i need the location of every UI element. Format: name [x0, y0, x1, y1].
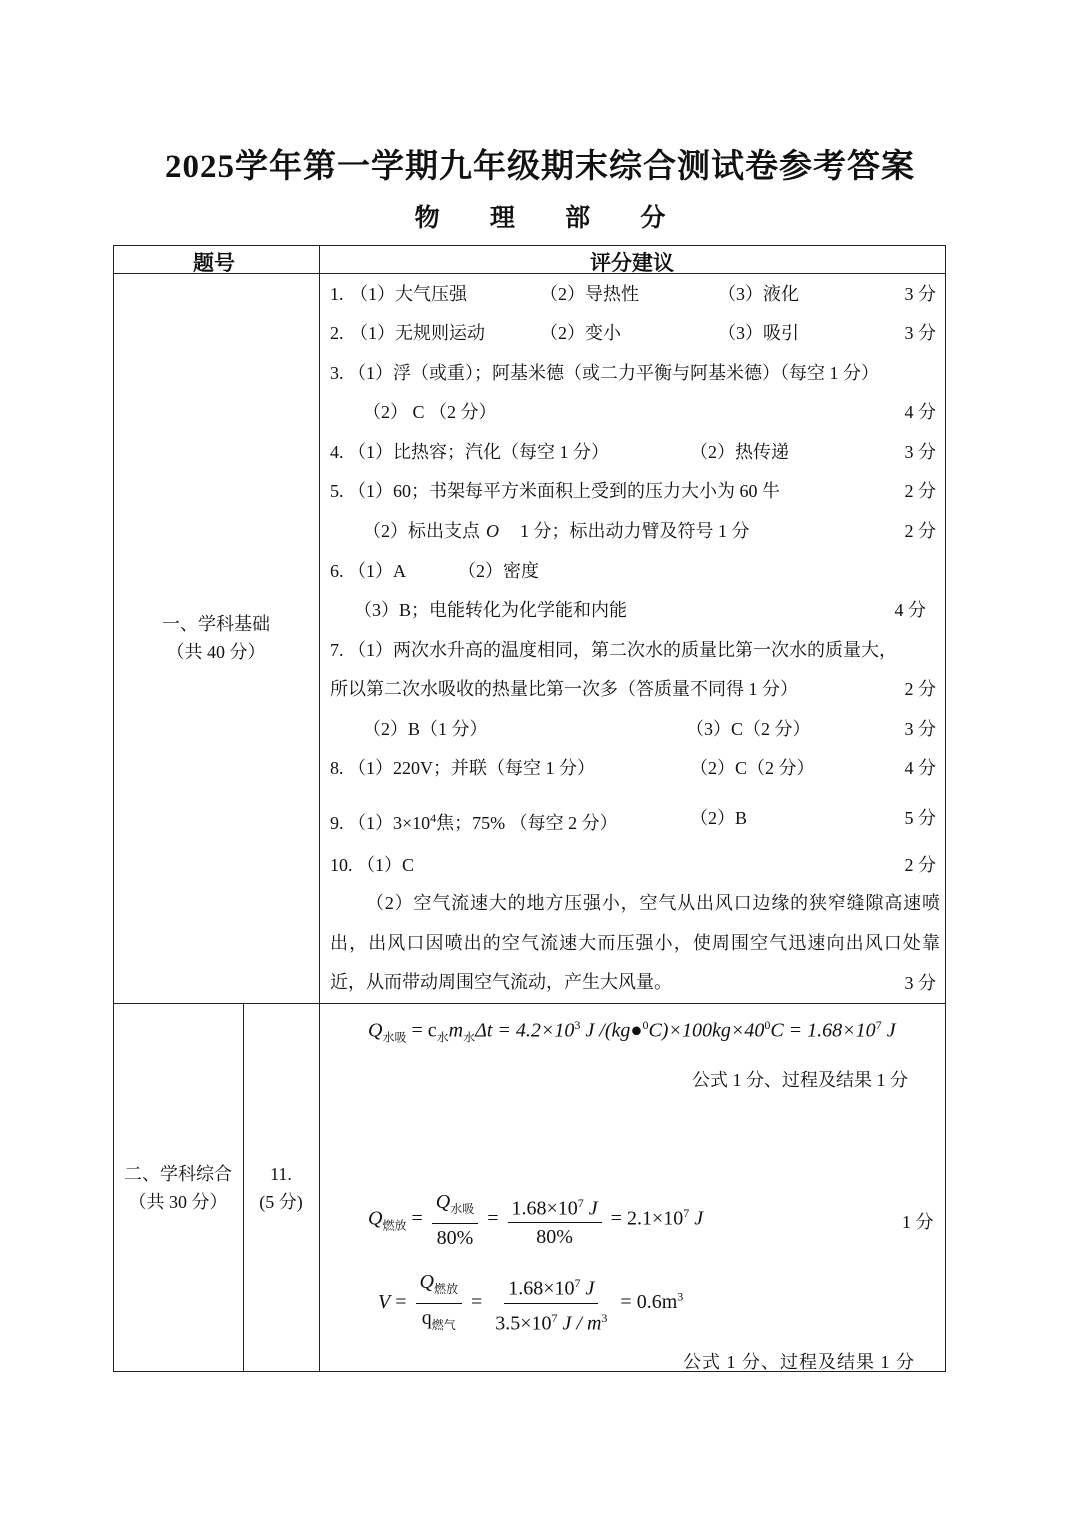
f2-fraction1 [432, 1190, 478, 1250]
q11-points: (5 分) [259, 1192, 303, 1212]
answer-row-q10-line1 [330, 850, 936, 880]
f1-rest4: C = 1.68×10 [770, 1019, 876, 1042]
answer-row-q7-line1 [330, 635, 936, 665]
f2-q: Q [368, 1207, 383, 1230]
f2-frac1-num [432, 1190, 478, 1224]
q2-part3: （3）吸引 [718, 323, 799, 343]
f2-num1-sub: 水吸 [450, 1202, 475, 1216]
q2-part2: （2）变小 [540, 323, 621, 343]
f2-num1-q: Q [435, 1191, 451, 1213]
section2-score: （共 30 分） [128, 1192, 228, 1212]
q11-f2-points: 1 分 [902, 1212, 934, 1232]
answer-row-q9 [330, 803, 936, 833]
f1-rest2: J /(kg● [580, 1019, 643, 1042]
q1-number: 1. [330, 284, 344, 304]
f1-rest3: C)×100kg×40 [648, 1019, 765, 1042]
q8-points: 4 分 [904, 758, 936, 778]
f1-sup4: 7 [875, 1018, 882, 1032]
q5-line1: 5. （1）60；书架每平方米面积上受到的压力大小为 60 牛 [330, 481, 780, 501]
q6-part2: （2）密度 [458, 561, 539, 581]
section2-title: 二、学科综合 [124, 1164, 232, 1184]
answer-row-q6-line2 [330, 595, 936, 625]
f3-den1-q: q [421, 1307, 432, 1329]
answer-row-q8 [330, 753, 936, 783]
q1-part2: （2）导热性 [540, 284, 639, 304]
formula-heat-absorbed [368, 1018, 942, 1046]
section1-label [114, 610, 318, 666]
f2-q-sub: 燃放 [382, 1218, 407, 1233]
section-divider [113, 1003, 946, 1004]
f3-num2-sup: 7 [574, 1276, 581, 1291]
q8-part2: （2）C（2 分） [690, 758, 815, 778]
f3-result: = 0.6m [620, 1291, 678, 1314]
q1-part1: （1）大气压强 [350, 284, 467, 304]
q5-line2-b: 1 分；标出动力臂及符号 1 分 [520, 521, 750, 541]
q5-line2-o: O [486, 521, 499, 541]
f3-den1-sub: 燃气 [431, 1318, 456, 1332]
q9-value: 9. （1）3×10 [330, 813, 431, 833]
f1-m-sub: 水 [463, 1030, 476, 1045]
q10-points2: 3 分 [904, 973, 936, 993]
q5-line2-a: （2）标出支点 [363, 521, 480, 541]
f3-frac2-num [504, 1271, 598, 1304]
q6-part1: 6. （1）A [330, 561, 406, 581]
section1-score: （共 40 分） [166, 642, 266, 662]
q5-points1: 2 分 [904, 481, 936, 501]
q5-points2: 2 分 [904, 521, 936, 541]
header-scoring-suggestion: 评分建议 [590, 252, 674, 275]
q1-points: 3 分 [904, 284, 936, 304]
section2-label [114, 1160, 242, 1216]
f1-c-sub: 水 [436, 1030, 449, 1045]
q9-part1 [330, 803, 618, 838]
q3-line2: （2） C （2 分） [363, 402, 497, 422]
answer-row-q5-line2 [330, 516, 936, 546]
q3-points: 4 分 [904, 402, 936, 422]
answer-row-q3-line2 [330, 397, 936, 427]
q2-number: 2. [330, 323, 344, 343]
f3-frac1-den [418, 1304, 460, 1337]
page-title: 2025学年第一学期九年级期末综合测试卷参考答案 [165, 149, 915, 185]
q9-points: 5 分 [904, 808, 936, 828]
answer-row-q3-line1 [330, 358, 936, 388]
q11-note1: 公式 1 分、过程及结果 1 分 [692, 1070, 908, 1090]
f3-result-sup: 3 [677, 1289, 684, 1304]
f3-num2-unit: J [580, 1278, 595, 1300]
q2-points: 3 分 [904, 323, 936, 343]
answer-row-q7-line3 [330, 714, 936, 744]
q7-line2: 所以第二次水吸收的热量比第一次多（答质量不同得 1 分） [330, 679, 798, 699]
f3-frac2-den [491, 1304, 611, 1336]
f3-den2: 3.5×10 [495, 1312, 552, 1335]
answer-row-q4 [330, 437, 936, 467]
q7-line1: 7. （1）两次水升高的温度相同，第二次水的质量比第一次水的质量大， [330, 640, 897, 660]
f2-num2-sup: 7 [577, 1195, 584, 1210]
q7-line3-b: （3）C（2 分） [686, 719, 811, 739]
answer-row-q5-line1 [330, 476, 936, 506]
q4-part1: 4. （1）比热容；汽化（每空 1 分） [330, 442, 609, 462]
f2-num2: 1.68×10 [511, 1197, 578, 1220]
formula-gas-volume: V = $\frac{Q_{燃放}}{q_{燃气}}$ = $\frac{1.68\times 10^7 J}{3.5\times 10^7 J / m^3}$ = $0.6m^3$ [378, 1270, 683, 1337]
column-divider-main [319, 245, 320, 1372]
f3-frac1-num [416, 1270, 462, 1304]
f3-num1-sub: 燃放 [433, 1282, 458, 1296]
q2-part1: （1）无规则运动 [350, 323, 485, 343]
q1-part3: （3）液化 [718, 284, 799, 304]
q11-label [244, 1160, 318, 1216]
f2-fraction2 [508, 1191, 602, 1250]
f1-q-sub: 水吸 [382, 1030, 407, 1045]
f1-rest1: Δt = 4.2×10 [475, 1019, 575, 1042]
f1-sup1: 3 [574, 1018, 581, 1032]
q7-points1: 2 分 [904, 679, 936, 699]
q9-exponent: 4 [430, 811, 437, 825]
f2-result-unit: J [689, 1207, 704, 1230]
f3-num2: 1.68×10 [508, 1278, 575, 1300]
q7-points2: 3 分 [904, 719, 936, 739]
f2-result-sup: 7 [683, 1205, 690, 1220]
section1-title: 一、学科基础 [162, 614, 270, 634]
formula-heat-released: $Q_{燃放}$ = $\frac{Q_{水吸}}{80\%}$ = $\frac{1.68\times 10^7 J}{80\%}$ = $2.1\times 10^7$ J [368, 1191, 704, 1249]
f3-den2-unit: J / m [557, 1312, 602, 1335]
q11-note2: 公式 1 分、过程及结果 1 分 [683, 1352, 915, 1372]
f2-result: = 2.1×10 [610, 1207, 684, 1230]
q9-part2: （2）B [690, 808, 748, 828]
q10-line1: 10. （1）C [330, 855, 415, 875]
answer-row-q10-points [330, 968, 936, 998]
f3-fraction2 [491, 1271, 611, 1335]
f1-m: m [448, 1019, 464, 1042]
q10-points1: 2 分 [904, 855, 936, 875]
f3-den2-sup: 7 [551, 1311, 558, 1325]
f2-frac2-den: 80% [536, 1226, 573, 1249]
q3-line1: 3. （1）浮（或重）；阿基米德（或二力平衡与阿基米德）（每空 1 分） [330, 363, 879, 383]
f3-v: V [378, 1291, 391, 1314]
table-header-divider [113, 273, 946, 274]
answer-row-q2 [330, 318, 936, 348]
q11-number: 11. [270, 1164, 292, 1184]
q6-line2: （3）B；电能转化为化学能和内能 [354, 600, 628, 620]
answer-row-q1 [330, 279, 936, 309]
answer-row-q7-line2 [330, 674, 936, 704]
f1-sup3: 0 [764, 1018, 771, 1032]
q10-paragraph: （2）空气流速大的地方压强小，空气从出风口边缘的狭窄缝隙高速喷出，出风口因喷出的空气流速大而压强小，使周围空气迅速向出风口处靠近，从而带动周围空气流动，产生大风量。 [330, 893, 940, 992]
header-question-number: 题号 [193, 252, 235, 275]
f3-num1-q: Q [419, 1271, 434, 1293]
q4-points: 3 分 [904, 442, 936, 462]
f2-num2-unit: J [583, 1197, 598, 1220]
q6-points: 4 分 [894, 600, 926, 620]
f1-rest5: J [881, 1019, 896, 1042]
q4-part2: （2）热传递 [690, 442, 789, 462]
page-subtitle: 物 理 部 分 [414, 205, 688, 232]
q9-unit-note: 焦；75% （每空 2 分） [436, 813, 618, 833]
q7-line3-a: （2）B（1 分） [363, 719, 488, 739]
f3-fraction1 [416, 1270, 462, 1337]
f2-frac1-den: 80% [436, 1227, 474, 1249]
f2-frac2-num [508, 1191, 602, 1224]
f1-sup2: 0 [642, 1018, 649, 1032]
q8-part1: 8. （1）220V；并联（每空 1 分） [330, 758, 595, 778]
answer-row-q6-line1 [330, 556, 936, 586]
f1-q: Q [368, 1019, 383, 1042]
f3-den2-sup2: 3 [601, 1311, 608, 1325]
f1-eq: = c [406, 1019, 437, 1042]
